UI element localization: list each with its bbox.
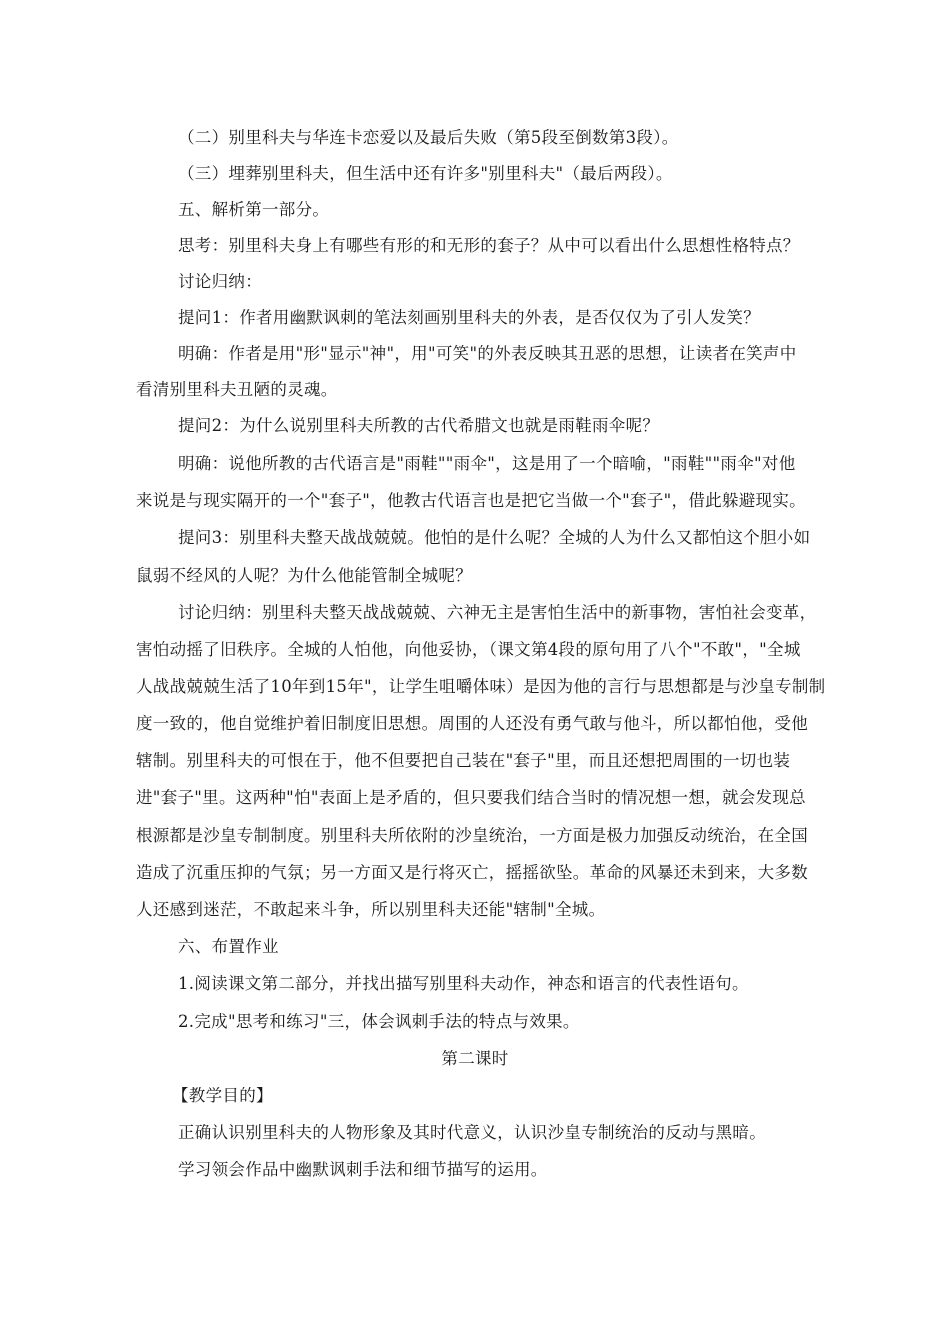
discussion-summary-line-3: 人战战兢兢生活了10年到15年"，让学生咀嚼体味）是因为他的言行与思想都是与沙皇专制制 <box>136 677 826 696</box>
discussion-summary-line-8: 造成了沉重压抑的气氛；另一方面又是行将灭亡，摇摇欲坠。革命的风暴还未到来，大多数 <box>136 863 808 882</box>
teaching-goal-2: 学习领会作品中幽默讽刺手法和细节描写的运用。 <box>178 1160 548 1179</box>
teaching-goals-heading: 【教学目的】 <box>172 1086 273 1105</box>
discussion-summary-line-5: 辖制。别里科夫的可恨在于，他不但要把自己装在"套子"里，而且还想把周围的一切也装 <box>136 751 791 770</box>
question-three-line-1: 提问3：别里科夫整天战战兢兢。他怕的是什么呢？全城的人为什么又都怕这个胆小如 <box>178 528 811 547</box>
homework-item-1: 1.阅读课文第二部分，并找出描写别里科夫动作，神态和语言的代表性语句。 <box>178 974 749 993</box>
answer-one-line-1: 明确：作者是用"形"显示"神"，用"可笑"的外表反映其丑恶的思想，让读者在笑声中 <box>178 344 797 363</box>
question-three-line-2: 鼠弱不经风的人呢？为什么他能管制全城呢？ <box>136 566 472 585</box>
teaching-goal-1: 正确认识别里科夫的人物形象及其时代意义，认识沙皇专制统治的反动与黑暗。 <box>178 1123 766 1142</box>
discussion-summary-line-7: 根源都是沙皇专制制度。别里科夫所依附的沙皇统治，一方面是极力加强反动统治，在全国 <box>136 826 808 845</box>
outline-part-two: （二）别里科夫与华连卡恋爱以及最后失败（第5段至倒数第3段）。 <box>178 128 679 147</box>
lesson-two-title: 第二课时 <box>441 1049 509 1068</box>
discussion-summary-line-6: 进"套子"里。这两种"怕"表面上是矛盾的，但只要我们结合当时的情况想一想，就会发现总 <box>136 788 806 807</box>
question-one: 提问1：作者用幽默讽刺的笔法刻画别里科夫的外表，是否仅仅为了引人发笑？ <box>178 308 760 327</box>
answer-one-line-2: 看清别里科夫丑陋的灵魂。 <box>136 380 338 399</box>
answer-two-line-2: 来说是与现实隔开的一个"套子"，他教古代语言也是把它当做一个"套子"，借此躲避现实。 <box>136 491 806 510</box>
thinking-question: 思考：别里科夫身上有哪些有形的和无形的套子？从中可以看出什么思想性格特点？ <box>178 236 800 255</box>
outline-part-three: （三）埋葬别里科夫，但生活中还有许多"别里科夫"（最后两段）。 <box>178 164 673 183</box>
discussion-summary-line-9: 人还感到迷茫，不敢起来斗争，所以别里科夫还能"辖制"全城。 <box>136 900 606 919</box>
homework-item-2: 2.完成"思考和练习"三，体会讽刺手法的特点与效果。 <box>178 1012 580 1031</box>
discussion-summary-line-1: 讨论归纳：别里科夫整天战战兢兢、六神无主是害怕生活中的新事物，害怕社会变革， <box>178 603 817 622</box>
section-six-heading: 六、布置作业 <box>178 937 279 956</box>
question-two: 提问2：为什么说别里科夫所教的古代希腊文也就是雨鞋雨伞呢？ <box>178 416 660 435</box>
discussion-summary-line-4: 度一致的，他自觉维护着旧制度旧思想。周围的人还没有勇气敢与他斗，所以都怕他，受他 <box>136 714 808 733</box>
section-five-heading: 五、解析第一部分。 <box>178 200 330 219</box>
answer-two-line-1: 明确：说他所教的古代语言是"雨鞋""雨伞"，这是用了一个暗喻，"雨鞋""雨伞"对他 <box>178 454 796 473</box>
discussion-label: 讨论归纳： <box>178 272 262 291</box>
discussion-summary-line-2: 害怕动摇了旧秩序。全城的人怕他，向他妥协，（课文第4段的原句用了八个"不敢"，"全城 <box>136 640 801 659</box>
